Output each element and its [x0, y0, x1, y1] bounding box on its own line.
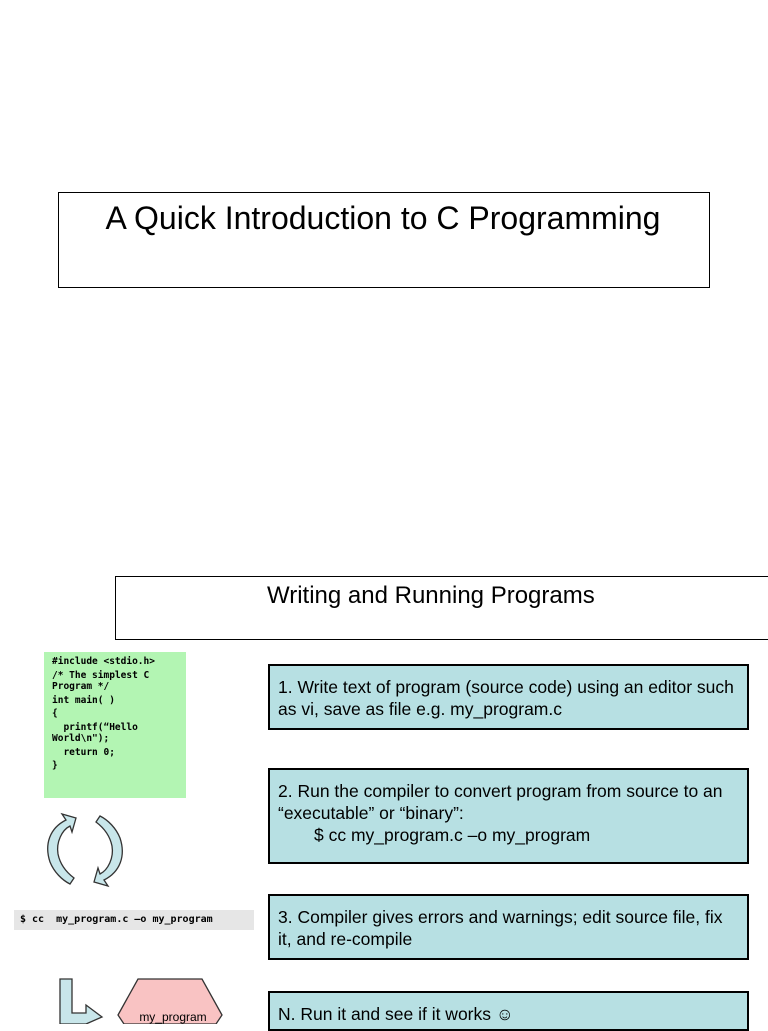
step-box — [268, 768, 749, 864]
code-line: { — [52, 708, 58, 719]
step-text: N. Run it and see if it works ☺ — [278, 1004, 514, 1024]
step-box — [268, 664, 749, 730]
slide-title: A Quick Introduction to C Programming — [105, 200, 661, 236]
program-label: my_program — [139, 1010, 207, 1024]
code-line: } — [52, 760, 58, 771]
step-text: : — [458, 803, 464, 823]
step-text: 2. Run the compiler to convert program from source to — [278, 781, 704, 801]
step-box — [268, 991, 749, 1031]
step-text: an “executable” or “binary” — [278, 781, 723, 823]
section-title: Writing and Running Programs — [267, 582, 595, 609]
code-line: printf(“Hello World\n"); — [52, 721, 144, 744]
cycle-arrows-icon — [40, 810, 130, 890]
code-line: int main( ) — [52, 694, 115, 706]
code-line: return 0; — [52, 746, 115, 758]
command-line: $ cc my_program.c –o my_program — [14, 910, 254, 930]
code-line: #include <stdio.h> — [52, 656, 155, 667]
step-box — [268, 894, 749, 960]
code-snippet — [44, 652, 186, 798]
step-command: $ cc my_program.c –o my_program — [314, 825, 591, 845]
code-line: /* The simplest C Program */ — [52, 669, 155, 692]
step-text: 3. Compiler gives errors and warnings; edit source file, fix it, and re-compile — [278, 907, 723, 949]
step-text: 1. Write text of program (source code) using an editor such as vi, save as file e.g. my_program.c — [278, 677, 734, 719]
